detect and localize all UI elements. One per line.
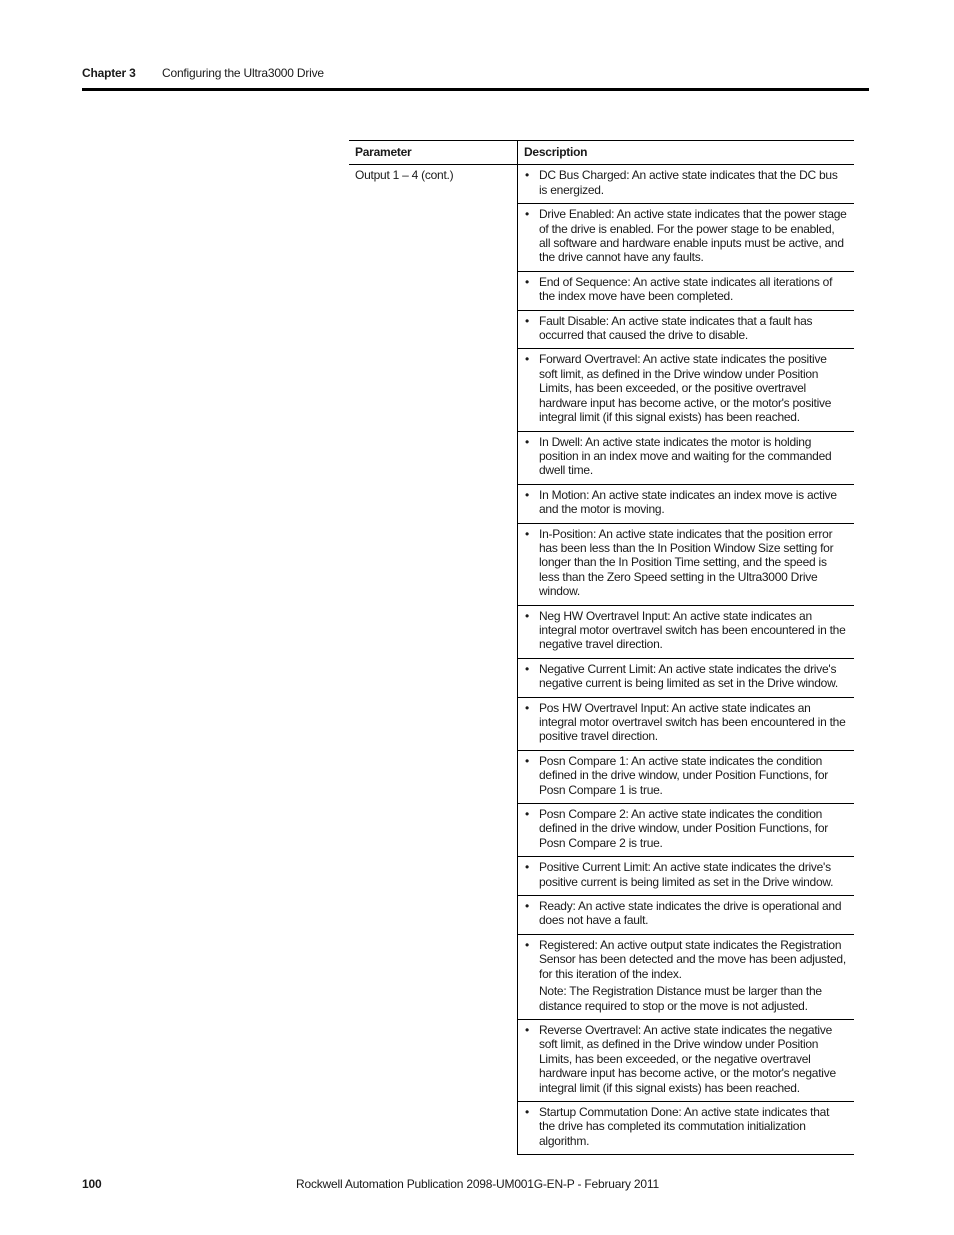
parameter-table — [349, 140, 854, 1155]
bullet-item — [525, 662, 848, 691]
bullet-text: Posn Compare 1: An active state indicates the condition defined in the drive window, under Position Functions, for Posn Compare 1 is true. — [539, 753, 829, 797]
bullet-item — [525, 1105, 848, 1148]
bullet-item — [525, 314, 848, 343]
description-cell — [518, 1019, 855, 1101]
bullet-item — [525, 609, 848, 652]
parameter-cell: Output 1 – 4 (cont.) — [349, 165, 518, 1155]
page-header — [82, 66, 869, 80]
column-header-description: Description — [518, 141, 855, 165]
bullet-item — [525, 701, 848, 744]
bullet-text: Ready: An active state indicates the drive is operational and does not have a fault. — [539, 899, 842, 928]
chapter-title: Configuring the Ultra3000 Drive — [162, 66, 324, 80]
description-cell — [518, 431, 855, 484]
bullet-text: End of Sequence: An active state indicates all iterations of the index move have been completed. — [539, 274, 833, 304]
table-header-row — [349, 141, 854, 165]
bullet-item — [525, 1023, 848, 1095]
description-cell — [518, 750, 855, 803]
bullet-text: Fault Disable: An active state indicates that a fault has occurred that caused the drive to disable. — [539, 313, 813, 343]
bullet-dot: • — [525, 352, 529, 367]
chapter-label: Chapter 3 — [82, 66, 136, 80]
description-cell — [518, 896, 855, 935]
description-cell — [518, 697, 855, 750]
page-number: 100 — [82, 1177, 102, 1191]
bullet-item — [525, 435, 848, 478]
description-cell — [518, 523, 855, 605]
bullet-dot: • — [525, 434, 529, 449]
bullet-dot: • — [525, 207, 529, 222]
bullet-text: Negative Current Limit: An active state indicates the drive's negative current is being limited as set in the Drive window. — [539, 661, 838, 691]
description-cell — [518, 484, 855, 523]
description-cell — [518, 1101, 855, 1154]
column-header-parameter: Parameter — [349, 141, 518, 165]
bullet-item — [525, 275, 848, 304]
publication-info: Rockwell Automation Publication 2098-UM001G-EN-P - February 2011 — [296, 1177, 659, 1191]
description-cell — [518, 804, 855, 857]
bullet-text: Registered: An active output state indicates the Registration Sensor has been detected and the move has been adjusted, for this iteration of the index. — [539, 937, 846, 981]
bullet-dot: • — [525, 899, 529, 914]
bullet-dot: • — [525, 860, 529, 875]
bullet-dot: • — [525, 937, 529, 952]
description-cell — [518, 934, 855, 1019]
table-row — [349, 165, 854, 204]
bullet-text: In-Position: An active state indicates that the position error has been less than the In Position Window Size setting for longer than the In Position Time setting, and the speed is less than the Zero Speed setting in the Ultra3000 Drive window. — [539, 526, 834, 599]
bullet-text: In Motion: An active state indicates an index move is active and the motor is moving. — [539, 487, 837, 517]
bullet-text: Reverse Overtravel: An active state indicates the negative soft limit, as defined in the Drive window under Position Limits, has been exceeded, or the negative overtravel hardware input has become active, or the motor's negative integral limit (if this signal exists) has been reached. — [539, 1022, 836, 1095]
bullet-dot: • — [525, 661, 529, 676]
bullet-dot: • — [525, 1104, 529, 1119]
bullet-item — [525, 938, 848, 981]
description-cell — [518, 204, 855, 272]
bullet-item — [525, 168, 848, 197]
bullet-dot: • — [525, 487, 529, 502]
description-cell — [518, 310, 855, 349]
bullet-text: DC Bus Charged: An active state indicates that the DC bus is energized. — [539, 168, 838, 197]
bullet-dot: • — [525, 1022, 529, 1037]
bullet-item — [525, 754, 848, 797]
note-text: Note: The Registration Distance must be larger than the distance required to stop or the move is not adjusted. — [539, 984, 822, 1013]
description-cell — [518, 271, 855, 310]
table-body — [349, 165, 854, 1155]
bullet-dot: • — [525, 274, 529, 289]
description-cell — [518, 658, 855, 697]
bullet-item — [525, 899, 848, 928]
bullet-item — [525, 807, 848, 850]
header-rule — [82, 88, 869, 91]
description-cell — [518, 857, 855, 896]
description-cell — [518, 605, 855, 658]
bullet-text: Posn Compare 2: An active state indicates the condition defined in the drive window, under Position Functions, for Posn Compare 2 is true. — [539, 807, 829, 850]
bullet-text: Startup Commutation Done: An active state indicates that the drive has completed its commutation initialization algorithm. — [539, 1104, 830, 1148]
bullet-item — [525, 207, 848, 265]
bullet-text: Pos HW Overtravel Input: An active state indicates an integral motor overtravel switch has been encountered in the positive travel direction. — [539, 700, 846, 744]
description-cell — [518, 349, 855, 431]
bullet-dot: • — [525, 313, 529, 328]
bullet-text: Forward Overtravel: An active state indicates the positive soft limit, as defined in the Drive window under Position Limits, has been exceeded, or the positive overtravel hardware input has become active, or the motor's positive integral limit (if this signal exists) has been reached. — [539, 352, 832, 425]
bullet-dot: • — [525, 700, 529, 715]
bullet-item — [525, 488, 848, 517]
bullet-dot: • — [525, 807, 529, 822]
bullet-text: Neg HW Overtravel Input: An active state indicates an integral motor overtravel switch has been encountered in the negative travel direction. — [539, 608, 846, 652]
bullet-dot: • — [525, 168, 529, 183]
bullet-dot: • — [525, 608, 529, 623]
bullet-text: Drive Enabled: An active state indicates that the power stage of the drive is enabled. For the power stage to be enabled, all software and hardware enable inputs must be active, and the drive cannot have any faults. — [539, 207, 847, 265]
bullet-dot: • — [525, 526, 529, 541]
bullet-item — [525, 352, 848, 424]
bullet-dot: • — [525, 753, 529, 768]
bullet-item — [525, 527, 848, 599]
bullet-item — [525, 860, 848, 889]
bullet-text: Positive Current Limit: An active state indicates the drive's positive current is being limited as set in the Drive window. — [539, 860, 834, 889]
description-cell — [518, 165, 855, 204]
bullet-text: In Dwell: An active state indicates the motor is holding position in an index move and waiting for the commanded dwell time. — [539, 434, 832, 478]
